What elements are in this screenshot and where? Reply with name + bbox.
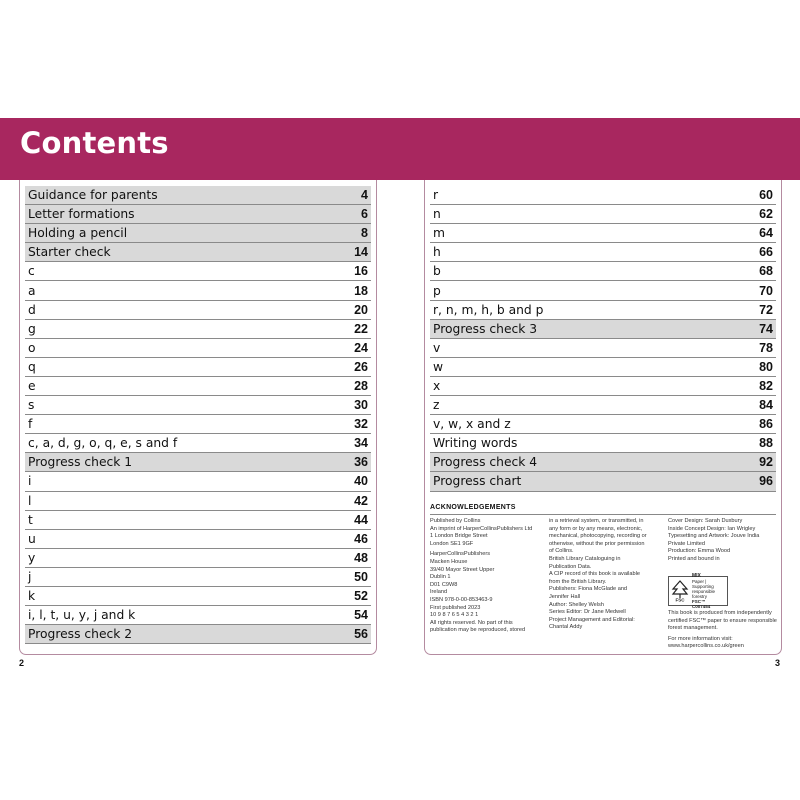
- toc-entry-page: 32: [354, 417, 368, 432]
- toc-entry-label: v: [433, 340, 441, 355]
- toc-entry-page: 88: [759, 436, 773, 451]
- toc-row: [25, 281, 371, 300]
- toc-row: [430, 243, 776, 262]
- toc-row: [430, 205, 776, 224]
- toc-entry-label: q: [28, 359, 36, 374]
- toc-entry-page: 42: [354, 493, 368, 508]
- fsc-code: FSC™ C007454: [692, 598, 711, 609]
- toc-row: [25, 472, 371, 491]
- page-title: Contents: [20, 126, 169, 160]
- fsc-mix: MIX: [692, 572, 701, 579]
- ack-line: Publishers: Fiona McGlade and: [549, 586, 628, 593]
- toc-entry-label: Progress chart: [433, 474, 522, 489]
- toc-row: [430, 434, 776, 453]
- toc-row: [430, 358, 776, 377]
- toc-entry-page: 78: [759, 340, 773, 355]
- ack-line: www.harpercollins.co.uk/green: [668, 643, 744, 650]
- ack-line: British Library Cataloguing in: [549, 555, 621, 562]
- toc-entry-page: 50: [354, 569, 368, 584]
- toc-entry-label: n: [433, 207, 441, 222]
- acknowledgements: [430, 504, 776, 648]
- toc-entry-page: 4: [361, 188, 368, 203]
- toc-entry-label: Guidance for parents: [28, 188, 158, 203]
- toc-entry-page: 84: [759, 398, 773, 413]
- ack-line: A CIP record of this book is available: [549, 571, 640, 578]
- acknowledgements-title: ACKNOWLEDGEMENTS: [430, 504, 776, 515]
- toc-entry-page: 74: [759, 321, 773, 336]
- toc-entry-label: b: [433, 264, 441, 279]
- toc-entry-label: u: [28, 531, 36, 546]
- toc-entry-page: 54: [354, 608, 368, 623]
- toc-entry-label: Starter check: [28, 245, 111, 260]
- toc-entry-label: m: [433, 226, 445, 241]
- toc-entry-page: 48: [354, 550, 368, 565]
- toc-row: [430, 396, 776, 415]
- toc-entry-page: 22: [354, 321, 368, 336]
- toc-entry-page: 96: [759, 474, 773, 489]
- toc-entry-label: Progress check 1: [28, 455, 133, 470]
- toc-entry-label: z: [433, 398, 440, 413]
- ack-line: forest management.: [668, 625, 718, 632]
- toc-row: [25, 415, 371, 434]
- toc-entry-page: 28: [354, 378, 368, 393]
- ack-line: otherwise, without the prior permission: [549, 540, 645, 547]
- ack-line: any form or by any means, electronic,: [549, 525, 643, 532]
- toc-entry-label: v, w, x and z: [433, 417, 511, 432]
- fsc-line3: responsible forestry: [692, 588, 716, 599]
- toc-row: [25, 224, 371, 243]
- toc-entry-label: i, l, t, u, y, j and k: [28, 608, 136, 623]
- toc-entry-label: k: [28, 589, 36, 604]
- toc-entry-page: 68: [759, 264, 773, 279]
- toc-entry-page: 46: [354, 531, 368, 546]
- toc-entry-label: Progress check 2: [28, 627, 133, 642]
- toc-entry-page: 30: [354, 398, 368, 413]
- ack-column-2: [549, 518, 647, 632]
- ack-line: Author: Shelley Welsh: [549, 601, 604, 608]
- toc-entry-label: Letter formations: [28, 207, 135, 222]
- toc-row: [430, 377, 776, 396]
- toc-row: [430, 320, 776, 339]
- toc-row: [430, 339, 776, 358]
- fsc-line2: Paper | Supporting: [692, 578, 714, 589]
- ack-line: from the British Library.: [549, 578, 607, 585]
- ack-line: 39/40 Mayor Street Upper: [430, 566, 495, 573]
- toc-row: [25, 625, 371, 644]
- toc-entry-label: l: [28, 493, 32, 508]
- toc-row: [430, 281, 776, 300]
- page-number-right: 3: [775, 658, 781, 668]
- toc-entry-page: 16: [354, 264, 368, 279]
- toc-entry-label: j: [28, 569, 32, 584]
- ack-line: Cover Design: Sarah Duxbury: [668, 518, 743, 524]
- toc-row: [25, 320, 371, 339]
- toc-entry-page: 8: [361, 226, 368, 241]
- svg-text:FSC: FSC: [675, 597, 685, 602]
- toc-row: [25, 339, 371, 358]
- toc-row: [25, 358, 371, 377]
- toc-entry-page: 72: [759, 302, 773, 317]
- toc-row: [25, 396, 371, 415]
- ack-line: publication may be reproduced, stored: [430, 627, 526, 634]
- ack-line: Publication Data.: [549, 563, 592, 570]
- toc-row: [25, 434, 371, 453]
- ack-line: All rights reserved. No part of this: [430, 619, 513, 626]
- toc-row: [25, 243, 371, 262]
- ack-line: ISBN 978-0-00-853463-9: [430, 596, 493, 603]
- toc-row: [430, 301, 776, 320]
- ack-line: First published 2023: [430, 604, 481, 611]
- ack-line: Private Limited: [668, 540, 705, 547]
- toc-row: [430, 453, 776, 472]
- ack-line: Series Editor: Dr Jane Medwell: [549, 609, 626, 616]
- contents-banner: [0, 118, 800, 180]
- toc-entry-label: g: [28, 321, 36, 336]
- toc-row: [430, 224, 776, 243]
- toc-entry-page: 60: [759, 188, 773, 203]
- toc-entry-label: Progress check 3: [433, 321, 538, 336]
- toc-entry-label: p: [433, 283, 441, 298]
- ack-line: Printed and bound in: [668, 555, 720, 562]
- toc-entry-page: 70: [759, 283, 773, 298]
- toc-entry-page: 26: [354, 359, 368, 374]
- toc-entry-page: 18: [354, 283, 368, 298]
- ack-line: Jennifer Hall: [549, 593, 581, 600]
- toc-entry-page: 14: [354, 245, 368, 260]
- left-toc-list: [25, 186, 371, 644]
- toc-entry-page: 6: [361, 207, 368, 222]
- toc-entry-label: s: [28, 398, 35, 413]
- right-toc-list: [430, 186, 776, 492]
- toc-entry-label: e: [28, 378, 36, 393]
- toc-row: [25, 186, 371, 205]
- toc-entry-label: i: [28, 474, 32, 489]
- ack-line: Typesetting and Artwork: Jouve India: [668, 533, 760, 540]
- toc-row: [25, 205, 371, 224]
- toc-row: [430, 186, 776, 205]
- toc-entry-page: 44: [354, 512, 368, 527]
- toc-entry-label: c: [28, 264, 35, 279]
- ack-column-3: [668, 518, 759, 564]
- toc-entry-page: 64: [759, 226, 773, 241]
- toc-entry-label: Progress check 4: [433, 455, 538, 470]
- toc-row: [25, 587, 371, 606]
- ack-line: Inside Concept Design: Ian Wrigley: [668, 525, 756, 532]
- toc-entry-page: 56: [354, 627, 368, 642]
- toc-entry-page: 20: [354, 302, 368, 317]
- toc-entry-page: 66: [759, 245, 773, 260]
- toc-row: [430, 415, 776, 434]
- toc-entry-label: x: [433, 378, 441, 393]
- toc-row: [25, 492, 371, 511]
- toc-row: [25, 377, 371, 396]
- toc-entry-label: y: [28, 550, 36, 565]
- toc-row: [25, 511, 371, 530]
- ack-column-3-footer: [668, 610, 777, 651]
- toc-row: [25, 606, 371, 625]
- ack-line: Published by Collins: [430, 518, 481, 524]
- toc-row: [25, 549, 371, 568]
- toc-entry-label: r, n, m, h, b and p: [433, 302, 544, 317]
- ack-line: For more information visit:: [668, 635, 733, 642]
- toc-entry-page: 36: [354, 455, 368, 470]
- toc-entry-label: h: [433, 245, 441, 260]
- ack-line: Chantal Addy: [549, 624, 583, 631]
- toc-entry-page: 62: [759, 207, 773, 222]
- toc-entry-page: 80: [759, 359, 773, 374]
- fsc-logo-box: [668, 572, 728, 609]
- toc-row: [430, 472, 776, 491]
- ack-line: in a retrieval system, or transmitted, in: [549, 518, 644, 524]
- ack-line: London SE1 9GF: [430, 540, 474, 547]
- toc-entry-label: o: [28, 340, 36, 355]
- toc-entry-label: r: [433, 188, 439, 203]
- ack-line: Production: Emma Wood: [668, 548, 731, 555]
- ack-line: certified FSC™ paper to ensure responsible: [668, 617, 777, 624]
- toc-entry-page: 40: [354, 474, 368, 489]
- ack-line: This book is produced from independently: [668, 610, 772, 616]
- toc-entry-page: 52: [354, 589, 368, 604]
- toc-entry-page: 82: [759, 378, 773, 393]
- toc-row: [25, 262, 371, 281]
- ack-line: Macken House: [430, 558, 468, 565]
- ack-line: Project Management and Editorial:: [549, 616, 635, 623]
- ack-line: Ireland: [430, 589, 448, 596]
- toc-entry-label: c, a, d, g, o, q, e, s and f: [28, 436, 178, 451]
- toc-row: [25, 568, 371, 587]
- toc-entry-label: t: [28, 512, 33, 527]
- toc-entry-label: d: [28, 302, 36, 317]
- toc-entry-page: 86: [759, 417, 773, 432]
- page-number-left: 2: [19, 658, 25, 668]
- ack-line: mechanical, photocopying, recording or: [549, 533, 647, 540]
- toc-entry-label: Holding a pencil: [28, 226, 128, 241]
- ack-line: of Collins.: [549, 548, 574, 555]
- toc-row: [430, 262, 776, 281]
- ack-line: D01 C9W8: [430, 581, 458, 588]
- ack-line: 10 9 8 7 6 5 4 3 2 1: [430, 612, 479, 619]
- fsc-tree-icon: [671, 579, 689, 603]
- left-contents-panel: [19, 180, 377, 655]
- ack-line: 1 London Bridge Street: [430, 533, 488, 540]
- toc-row: [25, 453, 371, 472]
- ack-line: Dublin 1: [430, 574, 451, 581]
- ack-line: HarperCollinsPublishers: [430, 551, 491, 558]
- toc-entry-page: 92: [759, 455, 773, 470]
- toc-entry-page: 24: [354, 340, 368, 355]
- toc-row: [25, 301, 371, 320]
- right-contents-panel: [424, 180, 782, 655]
- toc-entry-page: 34: [354, 436, 368, 451]
- toc-row: [25, 530, 371, 549]
- ack-column-1: [430, 518, 532, 635]
- ack-line: An imprint of HarperCollinsPublishers Ltd: [430, 525, 533, 532]
- toc-entry-label: Writing words: [433, 436, 518, 451]
- toc-entry-label: w: [433, 359, 444, 374]
- toc-entry-label: f: [28, 417, 33, 432]
- toc-entry-label: a: [28, 283, 36, 298]
